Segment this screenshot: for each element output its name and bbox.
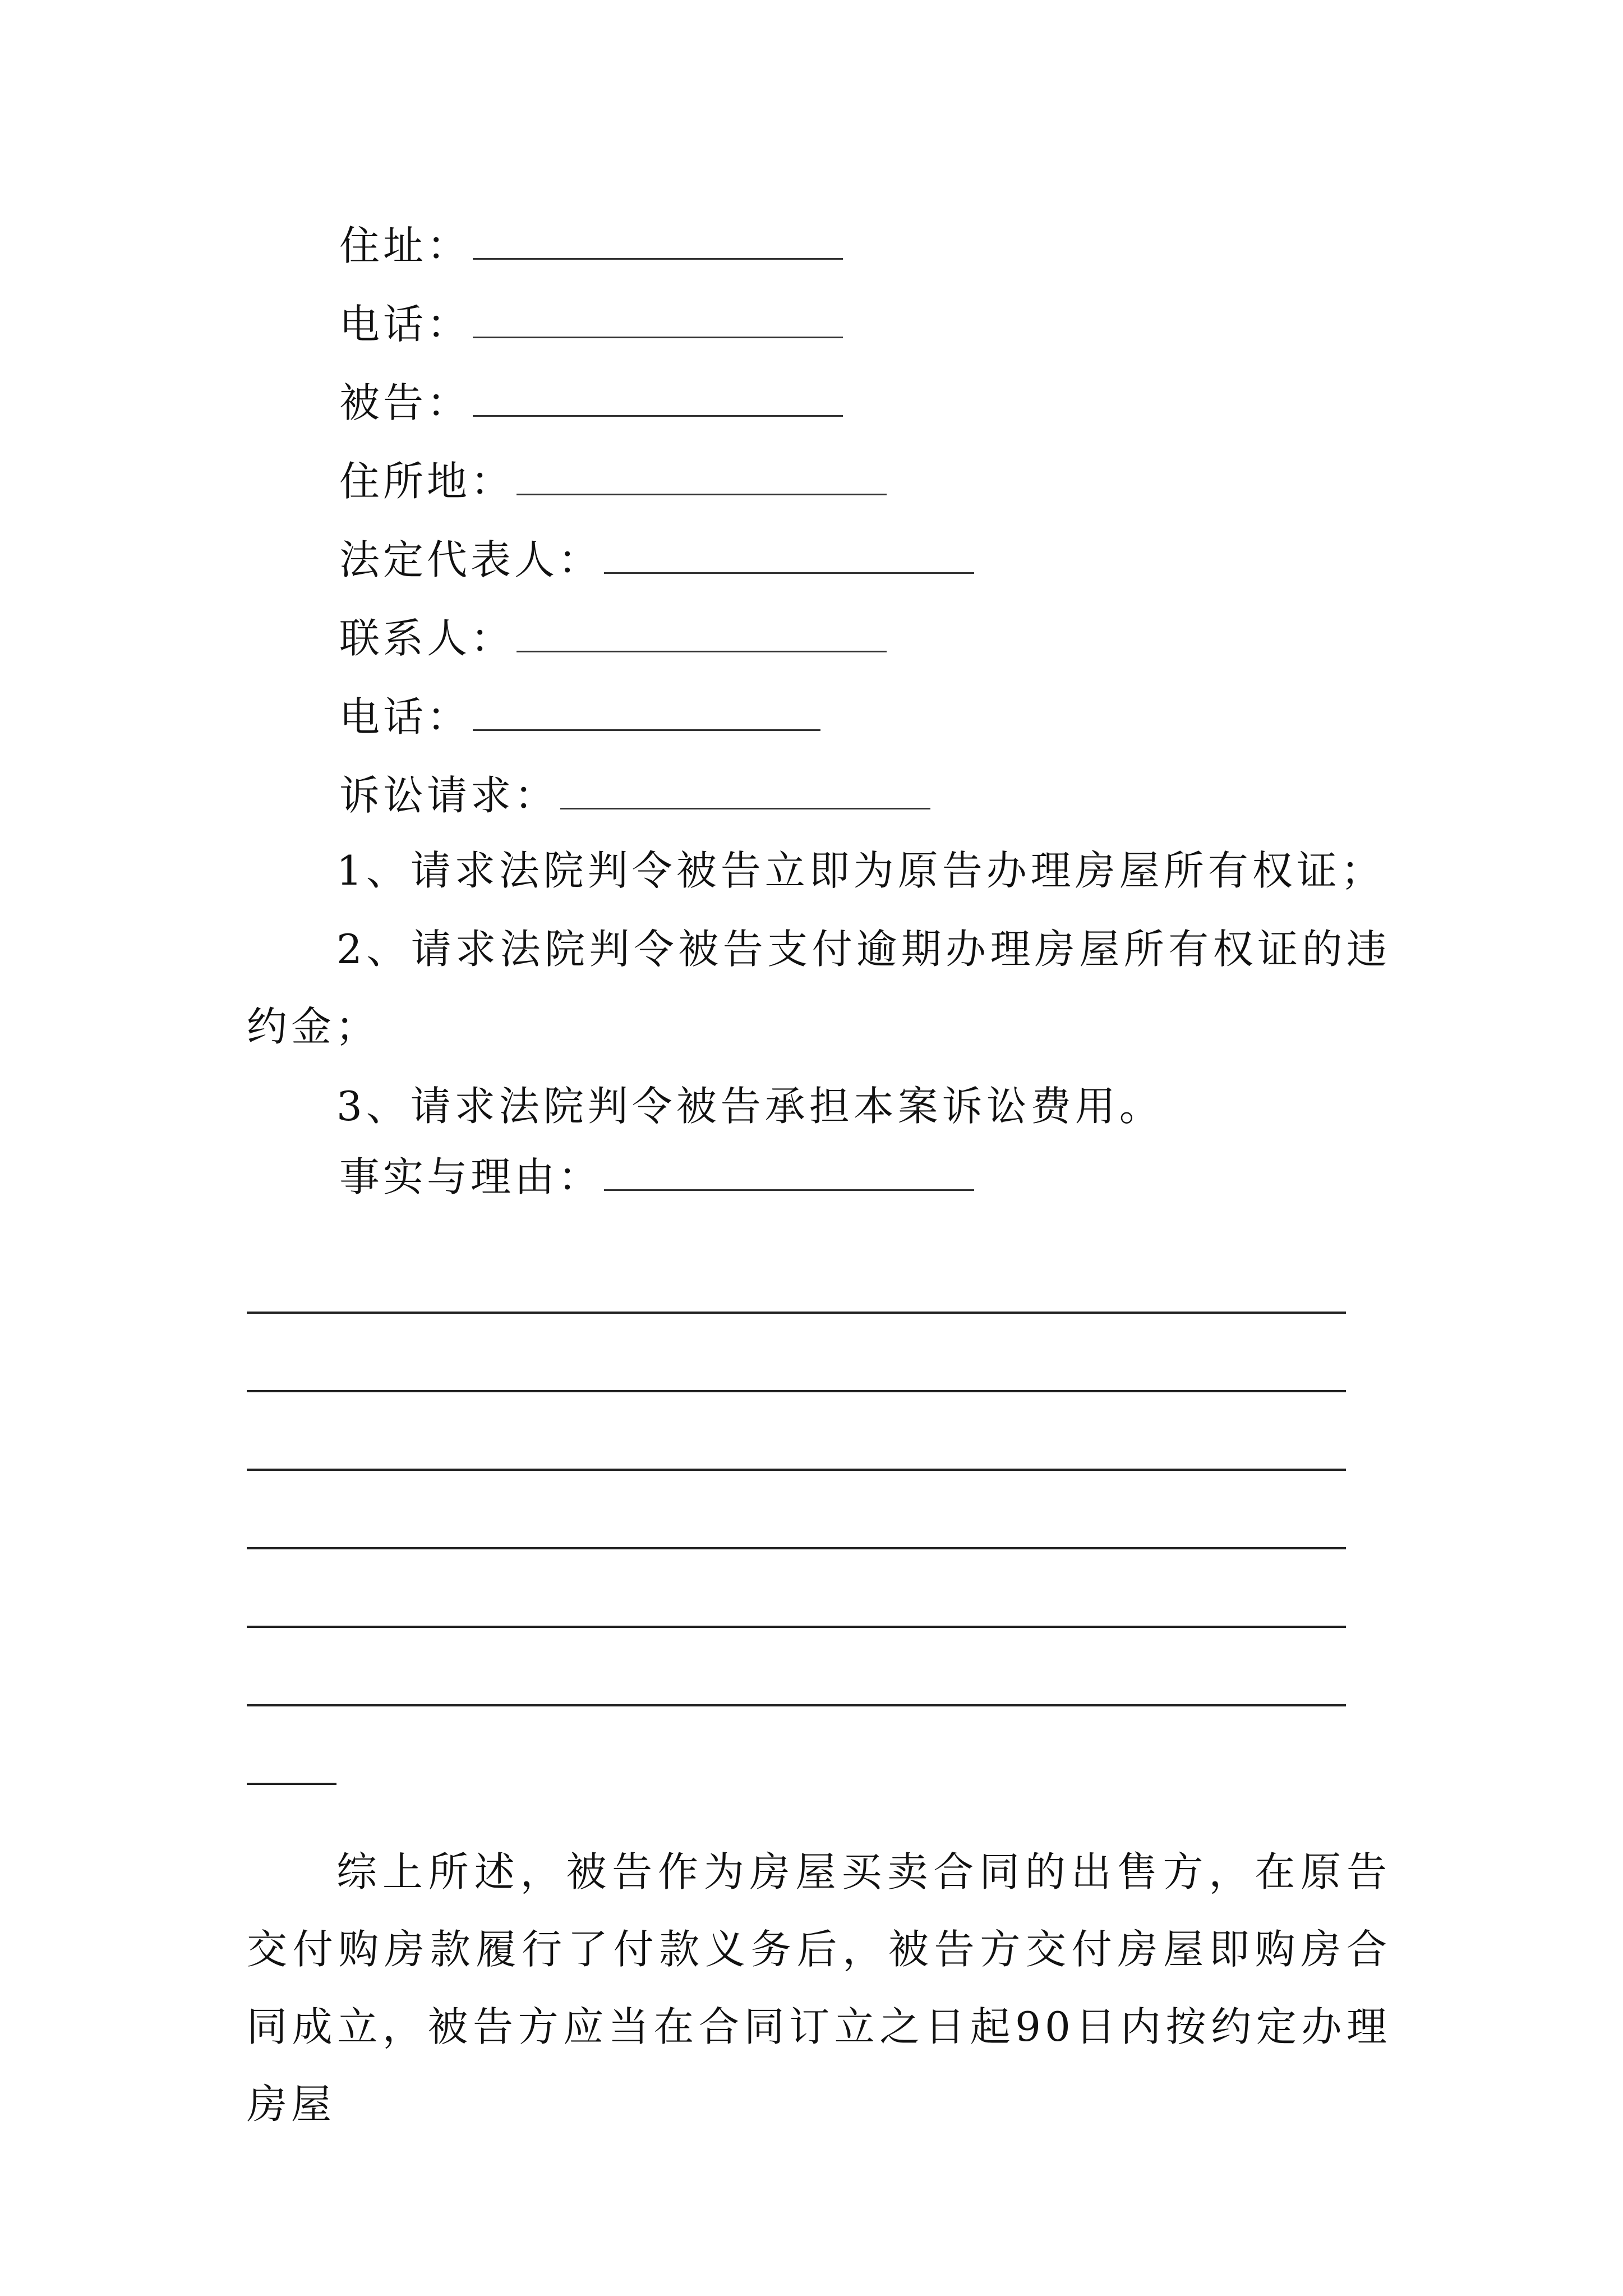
claim-2: 2、请求法院判令被告支付逾期办理房屋所有权证的违约金； [247,926,1391,1050]
field-row-facts [339,1149,974,1205]
defendant-blank[interactable] [473,380,843,417]
writing-line[interactable] [247,1547,1346,1549]
writing-line[interactable] [247,1704,1346,1706]
field-row-address [339,218,843,274]
claim-1: 1、请求法院判令被告立即为原告办理房屋所有权证； [336,847,1385,894]
writing-line-short[interactable] [247,1783,336,1785]
address-blank[interactable] [473,223,843,260]
field-row-legal-rep [339,532,974,588]
legal-rep-blank[interactable] [604,537,974,574]
field-label-legal-rep: 法定代表人： [339,536,602,583]
writing-line[interactable] [247,1312,1346,1314]
field-row-domicile [339,453,887,509]
writing-line[interactable] [247,1469,1346,1471]
field-label-phone-2: 电话： [339,693,471,740]
contact-blank[interactable] [517,616,887,652]
phone-2-blank[interactable] [473,694,820,731]
field-row-phone [339,296,843,352]
field-row-phone-2 [339,689,820,745]
field-label-domicile: 住所地： [339,458,515,505]
phone-blank[interactable] [473,302,843,338]
field-label-claims: 诉讼请求： [339,772,559,819]
field-row-claims [339,767,930,823]
field-label-phone: 电话： [339,301,471,348]
writing-line[interactable] [247,1390,1346,1392]
facts-blank[interactable] [604,1154,974,1191]
field-label-address: 住址： [339,222,471,269]
field-row-contact [339,610,887,666]
writing-line[interactable] [247,1626,1346,1628]
field-row-defendant [339,375,843,431]
claim-3: 3、请求法院判令被告承担本案诉讼费用。 [336,1083,1164,1130]
field-label-contact: 联系人： [339,615,515,662]
claims-blank[interactable] [560,773,930,809]
field-label-defendant: 被告： [339,379,471,426]
facts-label: 事实与理由： [339,1153,602,1200]
conclusion-paragraph: 综上所述，被告作为房屋买卖合同的出售方，在原告交付购房款履行了付款义务后，被告方交付房屋即购房合同成立，被告方应当在合同订立之日起90日内按约定办理房屋 [247,1848,1391,2128]
domicile-blank[interactable] [517,459,887,495]
